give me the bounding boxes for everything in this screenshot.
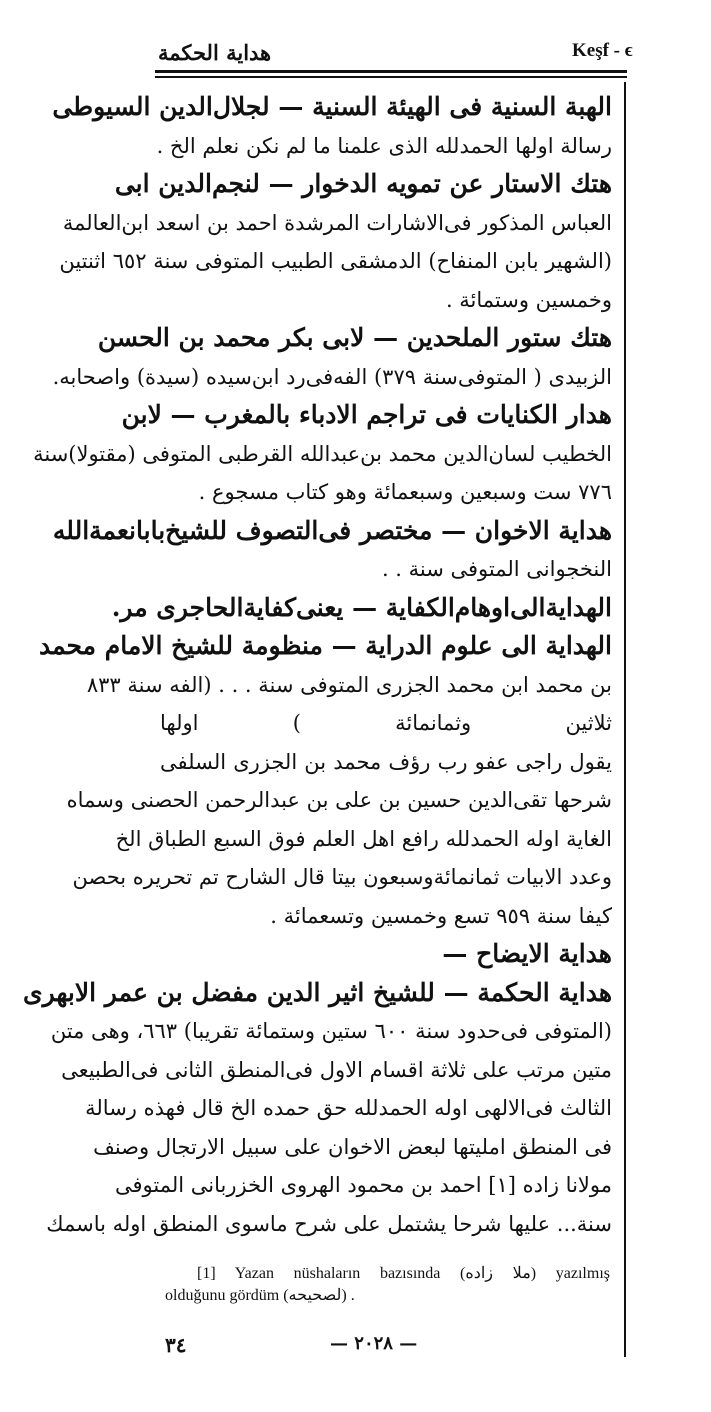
entry (59, 165, 612, 319)
entry-heading: هدار الكنايات فى تراجم الادباء بالمغرب — لابن (121, 400, 612, 429)
entry (38, 627, 612, 935)
entry-line: وخمسين وستمائة . (445, 287, 612, 312)
entry (111, 589, 612, 628)
entry-line: الخطيب لسان‌الدين محمد بن‌عبدالله القرطبى المتوفى (مقتولا)سنة (33, 441, 612, 466)
entry (33, 396, 612, 512)
entry-heading: هتك الاستار عن تمويه الدخوار — لنجم‌الدين ابى (114, 169, 612, 198)
entry-heading: هتك ستور الملحدين — لابى بكر محمد بن الحسن (97, 323, 612, 352)
footnote-line: olduğunu gördüm (لصحيحه) . (165, 1287, 355, 1304)
entry-heading: هداية الاخوان — مختصر فى‌التصوف للشيخ‌بابانعمةالله (52, 515, 612, 545)
entry-heading: الهبة السنية فى الهيئة السنية — لجلال‌الدين السيوطى (52, 92, 612, 121)
entry-line: رسالة اولها الحمدلله الذى علمنا ما لم نكن نعلم الخ . (156, 133, 612, 158)
entry-line: (المتوفى فى‌حدود سنة ٦٠٠ ستين وستمائة تقريبا) ٦٦٣، وهى متن (50, 1019, 612, 1043)
entry-line: (الشهير بابن المنفاح) الدمشقى الطبيب المتوفى سنة ٦٥٢ اثنتين (59, 249, 612, 273)
dictionary-column (23, 88, 612, 1243)
entry-line: بن محمد ابن محمد الجزرى المتوفى سنة . . . (الفه سنة ٨٣٣ (86, 672, 612, 697)
entry-line: وعدد الابيات ثمانمائةوسبعون بيتا قال الشارح تم تحريره بحصن (72, 865, 612, 889)
entry (52, 88, 612, 165)
entry-line: فى المنطق امليتها لبعض الاخوان على سبيل الارتجال وصنف (93, 1134, 612, 1159)
entry-line: الثالث فى‌الالهى اوله الحمدلله حق حمده الخ قال فهذه رسالة (85, 1096, 612, 1120)
entry-line: سنة... عليها شرحا يشتمل على شرح ماسوى المنطق اوله باسمك (46, 1211, 612, 1236)
entry (52, 319, 612, 396)
entry (23, 974, 612, 1244)
entry-line: مولانا زاده [١] احمد بن محمود الهروى الخزربانى المتوفى (115, 1173, 612, 1197)
entry-line: متين مرتب على ثلاثة اقسام الاول فى‌المنطق الثانى فى‌الطبيعى (61, 1057, 612, 1082)
entry-line: شرحها تقى‌الدين حسين بن على بن عبدالرحمن الحصنى وسماه (66, 788, 612, 812)
running-title: هداية الحكمة (158, 40, 272, 65)
entry-line: ٧٧٦ ست وسبعين وسبعمائة وهو كتاب مسجوع . (198, 480, 612, 504)
page-number: ٣٤ (165, 1333, 187, 1357)
entry-line: الغاية اوله الحمدلله رافع اهل العلم فوق السبع الطباق الخ (115, 826, 612, 851)
entry (52, 512, 612, 589)
column-rule (624, 82, 626, 1357)
footnote-line: [1] Yazan nüshaların bazısında (ملا زاده) yazılmış (197, 1265, 610, 1282)
section-label: Keşf - ϵ (572, 40, 633, 61)
entry-line: كيفا سنة ٩٥٩ تسع وخمسين وتسعمائة . (270, 903, 612, 928)
entry (160, 935, 612, 974)
header-rule (155, 70, 627, 73)
entry-line: يقول راجى عفو رب رؤف محمد بن الجزرى السلفى (160, 749, 612, 774)
entry-heading: هداية الحكمة — للشيخ اثير الدين مفضل بن عمر الابهرى (23, 977, 612, 1007)
entry-heading: الهداية الى علوم الدراية — منظومة للشيخ الامام محمد (38, 631, 612, 660)
header-rule-thin (155, 76, 627, 78)
entry-line: ثلاثين وثمانمائة ) اولها (160, 711, 612, 735)
entry-line: العباس المذكور فى‌الاشارات المرشدة احمد بن اسعد ابن‌العالمة (62, 210, 612, 235)
entry-line: النخجوانى المتوفى سنة . . (381, 557, 612, 581)
entry-heading: الهداية‌الى‌اوهام‌الكفاية — يعنى‌كفاية‌الحاجرى مر. (111, 592, 612, 622)
column-number: — ٢٠٢٨ — (330, 1333, 418, 1354)
entry-line: الزبيدى ( المتوفى‌سنة ٣٧٩) الفه‌فى‌رد ابن‌سيده (سيدة) واصحابه. (52, 364, 612, 389)
entry-heading: هداية الايضاح — (442, 939, 612, 968)
footnote (165, 1263, 610, 1307)
